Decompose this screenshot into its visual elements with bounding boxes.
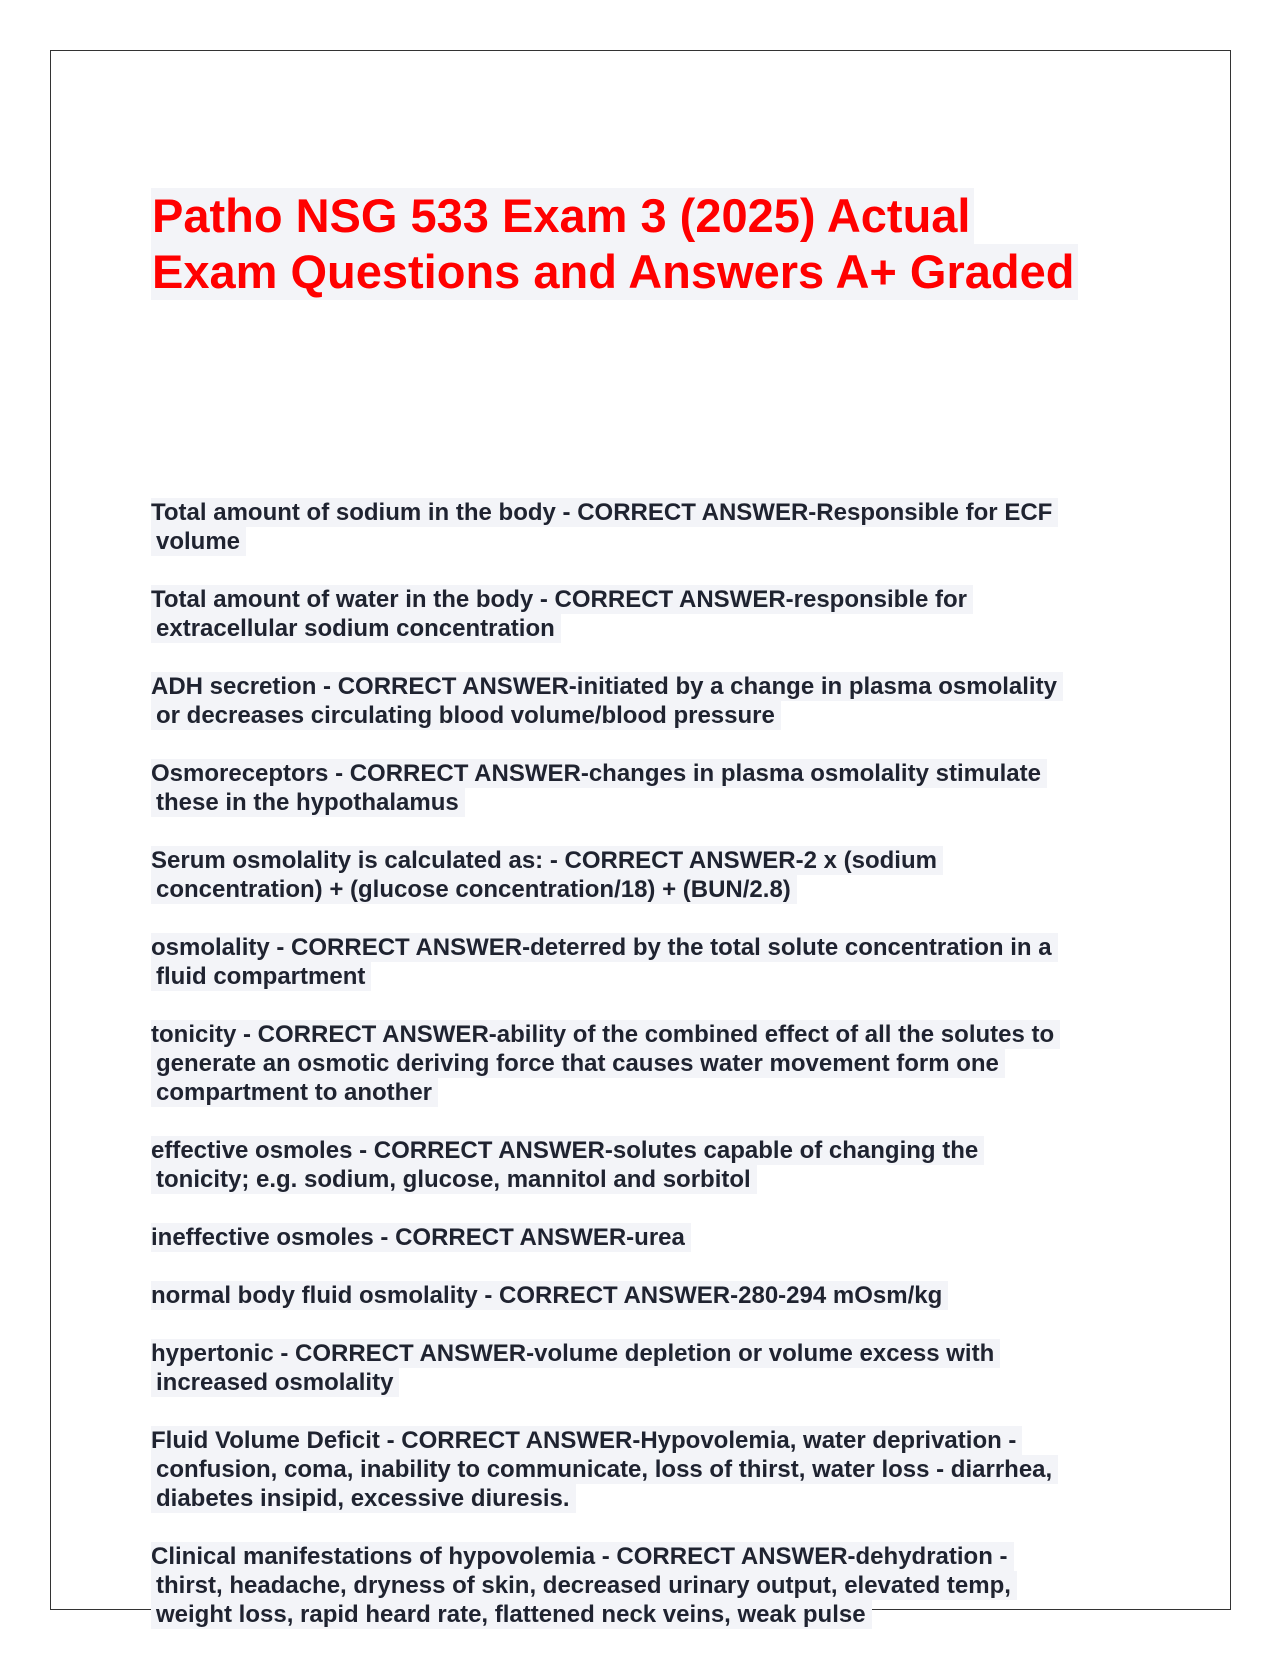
qa-line: generate an osmotic deriving force that causes water movement form one xyxy=(151,1049,1005,1078)
qa-line: tonicity - CORRECT ANSWER-ability of the combined effect of all the solutes to xyxy=(151,1020,1060,1049)
qa-item xyxy=(151,1542,1151,1629)
title-line: Patho NSG 533 Exam 3 (2025) Actual xyxy=(151,188,974,244)
qa-item xyxy=(151,759,1151,817)
document-title xyxy=(151,188,1151,300)
qa-line: thirst, headache, dryness of skin, decreased urinary output, elevated temp, xyxy=(151,1571,1017,1600)
qa-item xyxy=(151,1339,1151,1397)
qa-line: compartment to another xyxy=(151,1078,438,1107)
qa-item xyxy=(151,1281,1151,1310)
qa-line: increased osmolality xyxy=(151,1368,399,1397)
qa-line: tonicity; e.g. sodium, glucose, mannitol and sorbitol xyxy=(151,1165,757,1194)
qa-line: extracellular sodium concentration xyxy=(151,614,561,643)
qa-line: Total amount of water in the body - CORRECT ANSWER-responsible for xyxy=(151,585,973,614)
qa-item xyxy=(151,1223,1151,1252)
qa-line: concentration) + (glucose concentration/18) + (BUN/2.8) xyxy=(151,875,797,904)
qa-line: Fluid Volume Deficit - CORRECT ANSWER-Hypovolemia, water deprivation - xyxy=(151,1426,1022,1455)
qa-list xyxy=(151,498,1151,1658)
qa-line: hypertonic - CORRECT ANSWER-volume depletion or volume excess with xyxy=(151,1339,1000,1368)
qa-line: fluid compartment xyxy=(151,962,371,991)
qa-line: Clinical manifestations of hypovolemia - CORRECT ANSWER-dehydration - xyxy=(151,1542,1014,1571)
qa-line: ADH secretion - CORRECT ANSWER-initiated by a change in plasma osmolality xyxy=(151,672,1063,701)
qa-item xyxy=(151,672,1151,730)
qa-item xyxy=(151,1426,1151,1513)
qa-line: effective osmoles - CORRECT ANSWER-solutes capable of changing the xyxy=(151,1136,984,1165)
qa-line: confusion, coma, inability to communicate, loss of thirst, water loss - diarrhea, xyxy=(151,1455,1058,1484)
qa-item xyxy=(151,846,1151,904)
qa-item xyxy=(151,1136,1151,1194)
qa-line: these in the hypothalamus xyxy=(151,788,465,817)
qa-line: Total amount of sodium in the body - CORRECT ANSWER-Responsible for ECF xyxy=(151,498,1058,527)
qa-line: osmolality - CORRECT ANSWER-deterred by the total solute concentration in a xyxy=(151,933,1058,962)
qa-line: Serum osmolality is calculated as: - CORRECT ANSWER-2 x (sodium xyxy=(151,846,943,875)
qa-line: Osmoreceptors - CORRECT ANSWER-changes in plasma osmolality stimulate xyxy=(151,759,1047,788)
qa-line: weight loss, rapid heard rate, flattened neck veins, weak pulse xyxy=(151,1600,872,1629)
qa-item xyxy=(151,933,1151,991)
qa-line: or decreases circulating blood volume/blood pressure xyxy=(151,701,781,730)
qa-line: ineffective osmoles - CORRECT ANSWER-urea xyxy=(151,1223,691,1252)
qa-line: normal body fluid osmolality - CORRECT ANSWER-280-294 mOsm/kg xyxy=(151,1281,948,1310)
title-line: Exam Questions and Answers A+ Graded xyxy=(151,244,1078,300)
qa-item xyxy=(151,585,1151,643)
qa-item xyxy=(151,1020,1151,1107)
qa-item xyxy=(151,498,1151,556)
qa-line: volume xyxy=(151,527,246,556)
qa-line: diabetes insipid, excessive diuresis. xyxy=(151,1484,576,1513)
